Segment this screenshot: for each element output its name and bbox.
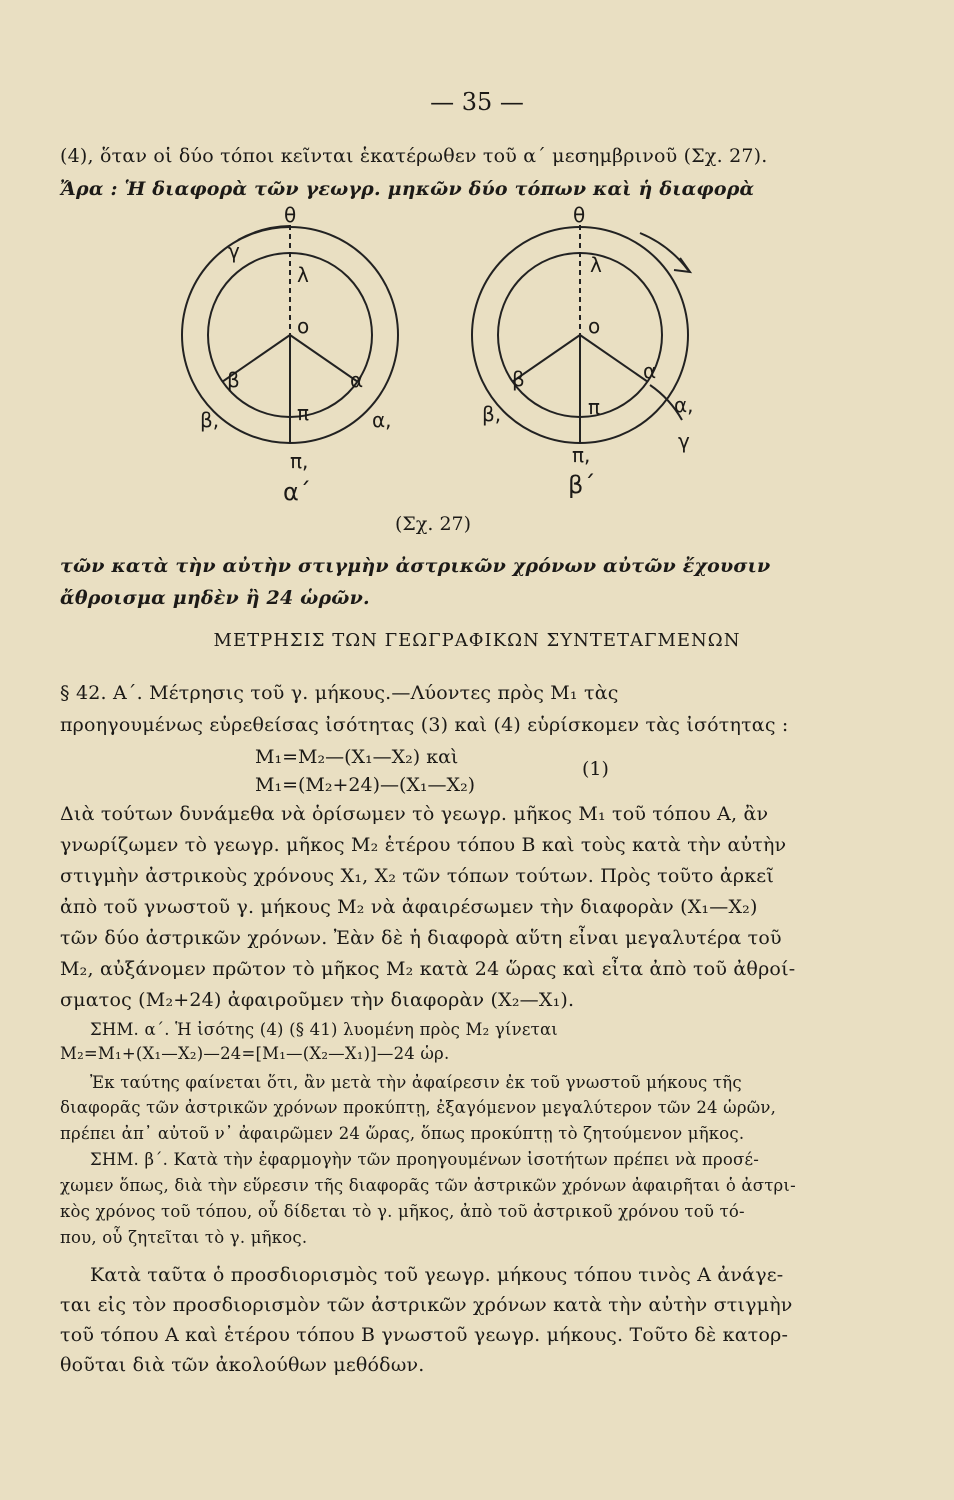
label-alpha1: α, xyxy=(674,393,694,417)
label-beta1: β, xyxy=(200,408,220,432)
section-heading: ΜΕΤΡΗΣΙΣ ΤΩΝ ΓΕΩΓΡΑΦΙΚΩΝ ΣΥΝΤΕΤΑΓΜΕΝΩΝ xyxy=(213,630,741,651)
label-gamma: γ xyxy=(678,429,690,453)
right-labels xyxy=(482,203,694,499)
text-line: θοῦται διὰ τῶν ἀκολούθων μεθόδων. xyxy=(60,1354,425,1376)
note-line: κὸς χρόνος τοῦ τόπου, οὗ δίδεται τὸ γ. μῆκος, ἀπὸ τοῦ ἀστρικοῦ χρόνου τοῦ τό- xyxy=(60,1202,745,1221)
label-beta1: β, xyxy=(482,402,502,426)
note-line: που, οὗ ζητεῖται τὸ γ. μῆκος. xyxy=(60,1228,308,1247)
page-number: — 35 — xyxy=(430,88,524,116)
label-pi1: π, xyxy=(572,443,591,467)
note-line: ΣΗΜ. α΄. Ἡ ἰσότης (4) (§ 41) λυομένη πρὸς Μ₂ γίνεται xyxy=(90,1020,558,1039)
text-line: τῶν κατὰ τὴν αὐτὴν στιγμὴν ἀστρικῶν χρόνων αὐτῶν ἔχουσιν xyxy=(60,555,771,577)
note-line: Μ₂=Μ₁+(Χ₁—Χ₂)—24=[Μ₁—(Χ₂—Χ₁)]—24 ὡρ. xyxy=(60,1044,450,1063)
figure-27 xyxy=(0,0,954,540)
text-line: τῶν δύο ἀστρικῶν χρόνων. Ἐὰν δὲ ἡ διαφορὰ αὕτη εἶναι μεγαλυτέρα τοῦ xyxy=(60,927,782,949)
label-gamma: γ xyxy=(228,239,240,263)
note-line: πρέπει ἀπ᾽ αὐτοῦ ν᾽ ἀφαιρῶμεν 24 ὥρας, ὅπως προκύπτῃ τὸ ζητούμενον μῆκος. xyxy=(60,1124,745,1143)
equation-2: Μ₁=(Μ₂+24)—(Χ₁—Χ₂) xyxy=(255,774,476,796)
label-theta: θ xyxy=(573,203,586,227)
label-beta: β xyxy=(227,368,240,392)
note-line: διαφορᾶς τῶν ἀστρικῶν χρόνων προκύπτῃ, ἐξαγόμενον μεγαλύτερον τῶν 24 ὡρῶν, xyxy=(60,1098,777,1117)
equation-1: Μ₁=Μ₂—(Χ₁—Χ₂) καὶ xyxy=(255,746,459,768)
label-pi1: π, xyxy=(290,449,309,473)
radius-alpha xyxy=(290,335,358,382)
text-line: Κατὰ ταῦτα ὁ προσδιορισμὸς τοῦ γεωγρ. μήκους τόπου τινὸς Α ἀνάγε- xyxy=(90,1264,784,1286)
note-line: Ἐκ ταύτης φαίνεται ὅτι, ἂν μετὰ τὴν ἀφαίρεσιν ἐκ τοῦ γνωστοῦ μήκους τῆς xyxy=(90,1073,742,1092)
arrow-head xyxy=(674,258,690,272)
left-labels xyxy=(200,203,392,506)
text-line: ται εἰς τὸν προσδιορισμὸν τῶν ἀστρικῶν χρόνων κατὰ τὴν αὐτὴν στιγμὴν xyxy=(60,1294,793,1316)
text-line: σματος (Μ₂+24) ἀφαιροῦμεν τὴν διαφορὰν (Χ₂—Χ₁). xyxy=(60,989,575,1011)
figure-caption: (Σχ. 27) xyxy=(395,513,472,535)
label-alpha: α xyxy=(643,359,657,383)
section-title-line: § 42. Α΄. Μέτρησις τοῦ γ. μήκους.—Λύοντες πρὸς Μ₁ τὰς xyxy=(60,682,619,704)
label-pi: π xyxy=(297,401,310,425)
note-line: χωμεν ὅπως, διὰ τὴν εὕρεσιν τῆς διαφορᾶς τῶν ἀστρικῶν χρόνων ἀφαιρῆται ὁ ἀστρι- xyxy=(60,1176,796,1195)
text-line: προηγουμένως εὑρεθείσας ἰσότητας (3) καὶ (4) εὑρίσκομεν τὰς ἰσότητας : xyxy=(60,714,789,736)
text-line: στιγμὴν ἀστρικοὺς χρόνους Χ₁, Χ₂ τῶν τόπων τούτων. Πρὸς τοῦτο ἀρκεῖ xyxy=(60,865,774,887)
radius-alpha xyxy=(580,335,648,382)
label-beta: β xyxy=(512,367,525,391)
diagram-name: α΄ xyxy=(283,478,311,506)
text-line: γνωρίζωμεν τὸ γεωγρ. μῆκος Μ₂ ἑτέρου τόπου Β καὶ τοὺς κατὰ τὴν αὐτὴν xyxy=(60,834,787,856)
label-theta: θ xyxy=(284,203,297,227)
note-line: ΣΗΜ. β΄. Κατὰ τὴν ἐφαρμογὴν τῶν προηγουμένων ἰσοτήτων πρέπει νὰ προσέ- xyxy=(90,1150,760,1169)
diagram-name: β΄ xyxy=(568,471,596,499)
label-o: ο xyxy=(297,314,310,338)
text-line: ἄθροισμα μηδὲν ἢ 24 ὡρῶν. xyxy=(60,587,370,609)
label-lambda: λ xyxy=(590,253,602,277)
text-line: ἀπὸ τοῦ γνωστοῦ γ. μήκους Μ₂ νὰ ἀφαιρέσωμεν τὴν διαφορὰν (Χ₁—Χ₂) xyxy=(60,896,758,918)
text-line: Μ₂, αὐξάνομεν πρῶτον τὸ μῆκος Μ₂ κατὰ 24 ὥρας καὶ εἶτα ἀπὸ τοῦ ἀθροί- xyxy=(60,958,796,980)
right-diagram xyxy=(472,225,690,443)
text-line: τοῦ τόπου Α καὶ ἑτέρου τόπου Β γνωστοῦ γεωγρ. μήκους. Τοῦτο δὲ κατορ- xyxy=(60,1324,789,1346)
label-lambda: λ xyxy=(297,263,309,287)
label-pi: π xyxy=(588,395,601,419)
equation-number: (1) xyxy=(582,758,609,780)
label-alpha1: α, xyxy=(372,408,392,432)
text-line: (4), ὅταν οἱ δύο τόποι κεῖνται ἑκατέρωθεν τοῦ α΄ μεσημβρινοῦ (Σχ. 27). xyxy=(60,145,768,167)
text-line: Ἄρα : Ἡ διαφορὰ τῶν γεωγρ. μηκῶν δύο τόπων καὶ ἡ διαφορὰ xyxy=(60,178,755,200)
label-alpha: α xyxy=(350,368,364,392)
label-o: ο xyxy=(588,314,601,338)
text-line: Διὰ τούτων δυνάμεθα νὰ ὁρίσωμεν τὸ γεωγρ. μῆκος Μ₁ τοῦ τόπου Α, ἂν xyxy=(60,803,769,825)
